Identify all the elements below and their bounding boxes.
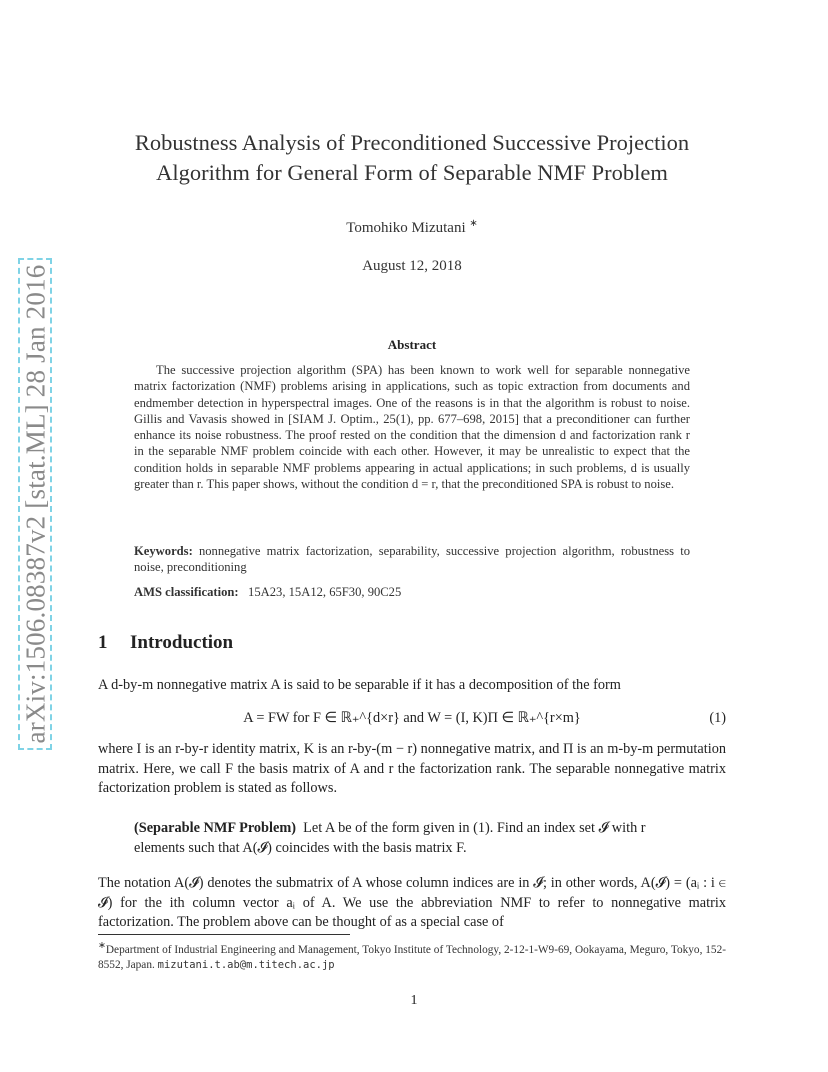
author-name: Tomohiko Mizutani	[346, 220, 466, 236]
section-number: 1	[98, 632, 108, 653]
author	[100, 218, 724, 237]
problem-statement	[134, 818, 690, 858]
equation-number: (1)	[709, 710, 726, 726]
ams-label: AMS classification:	[134, 585, 239, 599]
ams-text: 15A23, 15A12, 65F30, 90C25	[248, 585, 402, 599]
title-line-1: Robustness Analysis of Preconditioned Successive Projection	[134, 130, 690, 155]
keywords	[134, 543, 690, 576]
footnote	[98, 939, 726, 974]
footnote-mark: ∗	[98, 941, 106, 951]
equation-1	[98, 710, 726, 732]
paper-title	[100, 128, 724, 188]
arxiv-identifier[interactable]: arXiv:1506.08387v2 [stat.ML] 28 Jan 2016	[20, 264, 51, 744]
section-heading	[98, 632, 233, 654]
problem-text: Let A be of the form given in (1). Find an index set 𝓘 with r elements such that A(𝓘) coincides with the basis matrix F.	[134, 820, 646, 856]
equation-body: A = FW for F ∈ ℝ₊^{d×r} and W = (I, K)Π ∈ ℝ₊^{r×m}	[243, 710, 581, 726]
intro-paragraph-3: The notation A(𝓘) denotes the submatrix of A whose column indices are in 𝓘; in other words, A(𝓘) = (aᵢ : i ∈ 𝓘) for the ith column vector aᵢ of A. We use the abbreviation NMF to refer to nonnegative matrix factorization. The problem above can be thought of as a special case of	[98, 875, 726, 930]
intro-paragraph-1: A d-by-m nonnegative matrix A is said to be separable if it has a decomposition of the form	[98, 677, 621, 693]
ams-classification	[134, 584, 690, 600]
date: August 12, 2018	[362, 258, 462, 274]
section-title: Introduction	[130, 632, 234, 653]
author-footnote-mark: ∗	[469, 218, 478, 229]
abstract-heading: Abstract	[387, 337, 437, 352]
footnote-email[interactable]: mizutani.t.ab@m.titech.ac.jp	[157, 959, 335, 972]
keywords-text: nonnegative matrix factorization, separability, successive projection algorithm, robustness to noise, preconditioning	[134, 544, 690, 575]
footnote-text: Department of Industrial Engineering and Management, Tokyo Institute of Technology, 2-12-1-W9-69, Ookayama, Meguro, Tokyo, 152-8552, Japan.	[98, 943, 726, 972]
page-number: 1	[410, 993, 418, 1008]
title-line-2: Algorithm for General Form of Separable NMF Problem	[156, 160, 668, 185]
footnote-rule	[98, 934, 350, 935]
keywords-label: Keywords:	[134, 544, 193, 558]
intro-paragraph-2: where I is an r-by-r identity matrix, K is an r-by-(m − r) nonnegative matrix, and Π is an m-by-m permutation matrix. Here, we call F the basis matrix of A and r the factorization rank. The separable nonnegative matrix factorization problem is stated as follows.	[98, 741, 726, 796]
problem-label: (Separable NMF Problem)	[134, 820, 296, 836]
abstract-text: The successive projection algorithm (SPA) has been known to work well for separable nonnegative matrix factorization (NMF) problems arising in applications, such as topic extraction from documents and endmember detection in hyperspectral images. One of the reasons is in that the algorithm is robust to noise. Gillis and Vavasis showed in [SIAM J. Optim., 25(1), pp. 677–698, 2015] that a preconditioner can further enhance its noise robustness. The proof rested on the condition that the dimension d and factorization rank r in the separable NMF problem coincide with each other. However, it may be unrealistic to expect that the condition holds in separable NMF problems appearing in actual applications; in such problems, d is usually greater than r. This paper shows, without the condition d = r, that the preconditioned SPA is robust to noise.	[134, 363, 690, 492]
